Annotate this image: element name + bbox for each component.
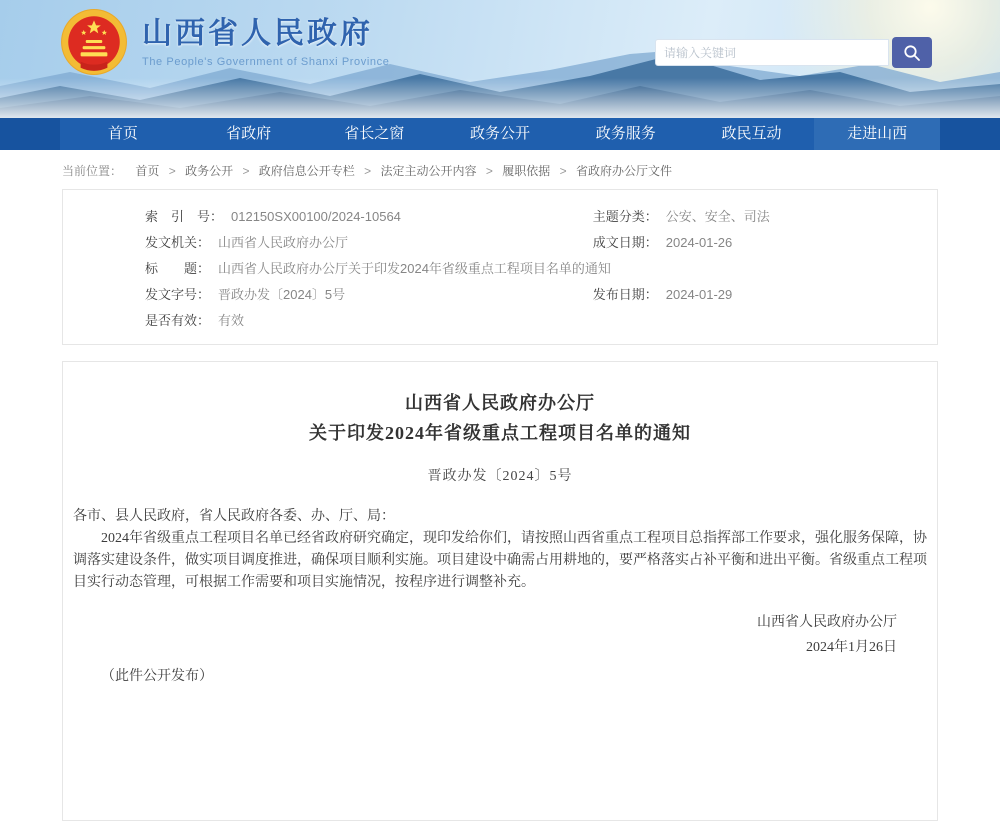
nav-item-gov-citizen-interaction[interactable]: 政民互动 [721, 125, 782, 142]
meta-topic-category [593, 207, 917, 226]
meta-written-date-value: 2024-01-26 [665, 235, 733, 250]
meta-issuing-agency [145, 233, 593, 252]
document-title [73, 388, 927, 448]
document-meta-box [62, 189, 938, 345]
nav-item-gov-services[interactable]: 政务服务 [595, 125, 656, 142]
meta-title [145, 259, 917, 278]
breadcrumb-separator: > [485, 164, 493, 178]
site-search [655, 37, 932, 68]
site-title: 山西省人民政府 [142, 17, 373, 50]
breadcrumb-home[interactable]: 首页 [135, 164, 160, 178]
site-banner [0, 0, 1000, 118]
brand-text [142, 16, 389, 68]
meta-title-value: 山西省人民政府办公厅关于印发2024年省级重点工程项目名单的通知 [218, 261, 611, 276]
breadcrumb-separator: > [364, 164, 372, 178]
breadcrumb-info-column[interactable]: 政府信息公开专栏 [258, 164, 355, 178]
national-emblem-logo [60, 8, 128, 76]
main-nav [0, 118, 1000, 150]
meta-title-label: 标 题： [145, 261, 211, 276]
meta-index-number-value: 012150SX00100/2024-10564 [231, 209, 401, 224]
meta-validity [145, 311, 593, 330]
document-salutation: 各市、县人民政府，省人民政府各委、办、厅、局： [73, 509, 395, 524]
meta-document-number [145, 285, 593, 304]
nav-item-gov-affairs-disclosure[interactable]: 政务公开 [470, 125, 531, 142]
document-title-line1: 山西省人民政府办公厅 [405, 393, 595, 413]
meta-validity-value: 有效 [218, 313, 245, 328]
cloud-fog-overlay [0, 78, 1000, 118]
breadcrumb-separator: > [559, 164, 567, 178]
document-number: 晋政办发〔2024〕5号 [427, 469, 573, 484]
meta-issuing-agency-value: 山西省人民政府办公厅 [218, 235, 349, 250]
breadcrumb [62, 162, 938, 179]
site-subtitle: The People's Government of Shanxi Province [142, 56, 390, 68]
meta-publish-date-value: 2024-01-29 [665, 287, 733, 302]
site-brand [60, 8, 389, 76]
breadcrumb-separator: > [168, 164, 176, 178]
breadcrumb-label: 当前位置： [62, 164, 123, 178]
meta-issuing-agency-label: 发文机关： [145, 235, 211, 250]
meta-topic-category-value: 公安、安全、司法 [665, 209, 770, 224]
search-input[interactable] [655, 39, 889, 66]
breadcrumb-office-documents[interactable]: 省政府办公厅文件 [575, 164, 672, 178]
nav-item-provincial-government[interactable]: 省政府 [226, 125, 272, 142]
document-content-box [62, 361, 938, 821]
document-paragraph: 2024年省级重点工程项目名单已经省政府研究确定，现印发给你们，请按照山西省重点工程项目总指挥部工作要求，强化服务保障，协调落实建设条件，做实项目调度推进，确保项目顺利实施。项目建设中确需占用耕地的，要严格落实占补平衡和进出平衡。省级重点工程项目实行动态管理，可根据工作需要和项目实施情况，按程序进行调整补充。 [73, 531, 927, 590]
document-body [73, 506, 927, 594]
meta-document-number-label: 发文字号： [145, 287, 211, 302]
document-title-line2: 关于印发2024年省级重点工程项目名单的通知 [309, 423, 691, 443]
breadcrumb-duty-basis[interactable]: 履职依据 [502, 164, 551, 178]
signature-organization: 山西省人民政府办公厅 [757, 615, 897, 630]
meta-validity-label: 是否有效： [145, 313, 211, 328]
meta-publish-date-label: 发布日期： [592, 287, 658, 302]
document-meta-grid [145, 207, 917, 330]
document-footnote: （此件公开发布） [101, 669, 213, 684]
search-button[interactable] [892, 37, 932, 68]
nav-item-home[interactable]: 首页 [107, 125, 138, 142]
breadcrumb-gov-disclosure[interactable]: 政务公开 [185, 164, 234, 178]
nav-item-enter-shanxi[interactable]: 走进山西 [814, 118, 940, 150]
meta-index-number-label: 索 引 号： [145, 209, 224, 224]
meta-written-date [593, 233, 917, 252]
document-signature [73, 610, 927, 660]
meta-topic-category-label: 主题分类： [592, 209, 658, 224]
meta-document-number-value: 晋政办发〔2024〕5号 [218, 287, 346, 302]
meta-index-number [145, 207, 593, 226]
main-nav-inner [60, 118, 940, 150]
breadcrumb-statutory-content[interactable]: 法定主动公开内容 [380, 164, 477, 178]
search-icon [902, 43, 922, 63]
meta-publish-date [593, 285, 917, 304]
breadcrumb-separator: > [242, 164, 250, 178]
nav-item-governor-window[interactable]: 省长之窗 [344, 125, 405, 142]
meta-written-date-label: 成文日期： [592, 235, 658, 250]
signature-date: 2024年1月26日 [806, 640, 897, 655]
